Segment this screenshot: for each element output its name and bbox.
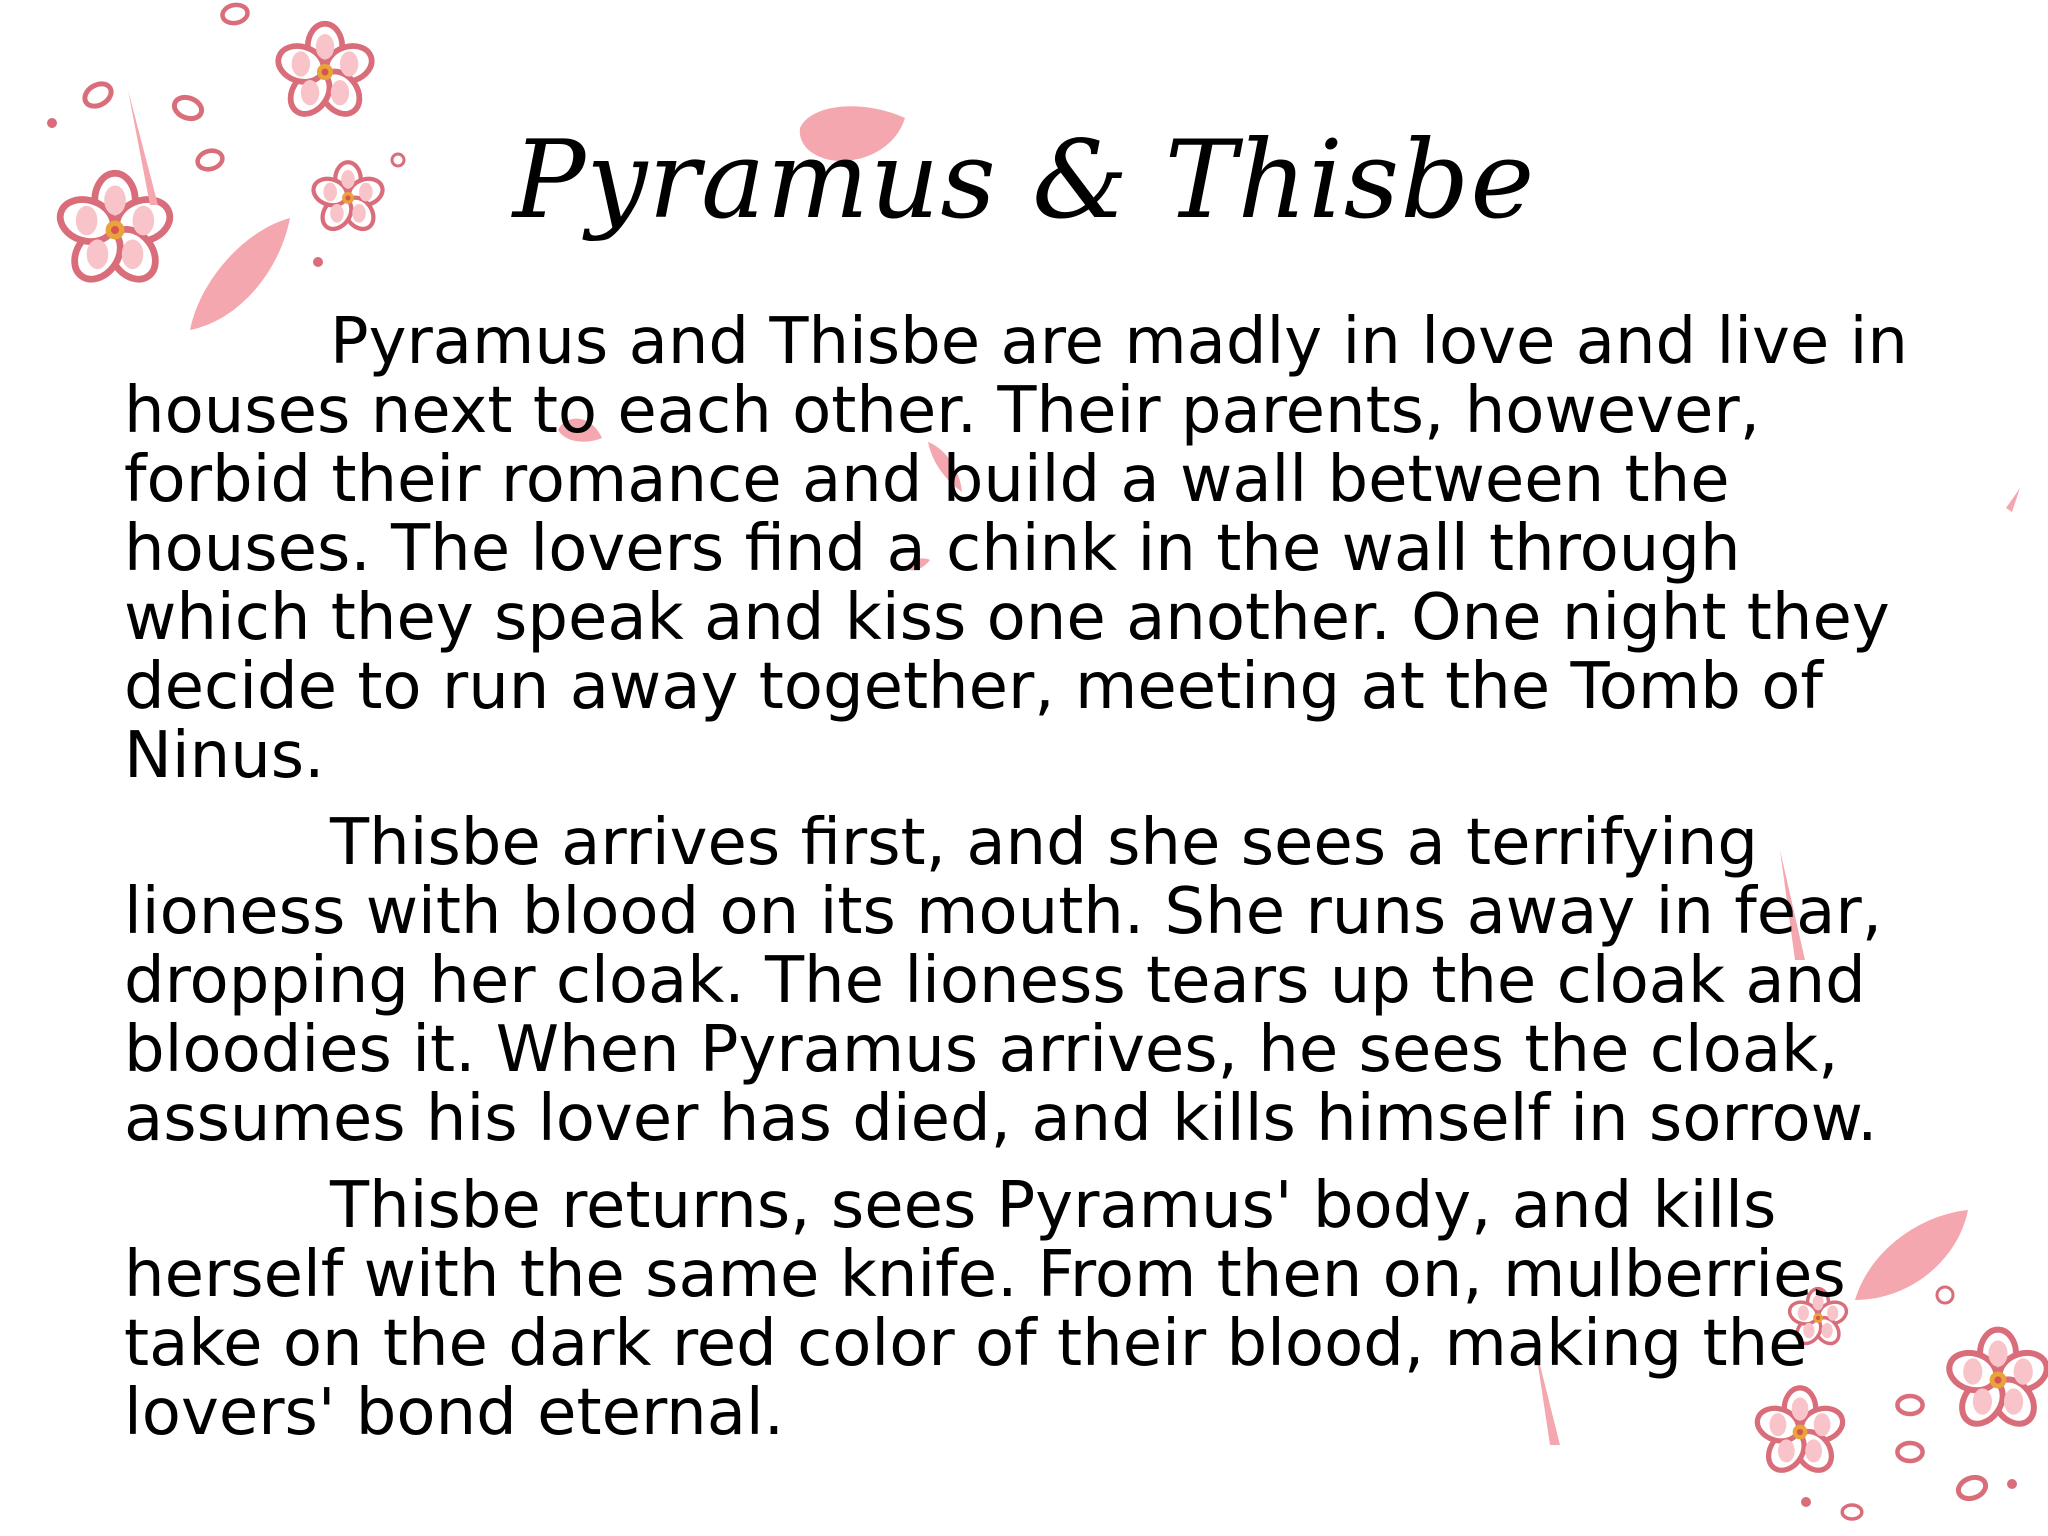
- page-title: Pyramus & Thisbe: [512, 118, 1536, 243]
- paragraph-2: [124, 806, 1954, 1156]
- cherry-blossom-icon: [274, 24, 377, 122]
- story-body: [124, 305, 1954, 1466]
- text-line: bloodies it. When Pyramus arrives, he sees the cloak,: [124, 1013, 1839, 1087]
- text-line: herself with the same knife. From then on, mulberries: [124, 1238, 1846, 1312]
- text-line: houses next to each other. Their parents, however,: [124, 374, 1761, 448]
- text-line: lovers' bond eternal.: [124, 1376, 785, 1450]
- text-line: which they speak and kiss one another. One night they: [124, 581, 1890, 655]
- text-line: houses. The lovers find a chink in the wall through: [124, 512, 1741, 586]
- text-line: dropping her cloak. The lioness tears up the cloak and: [124, 944, 1866, 1018]
- text-line: assumes his lover has died, and kills himself in sorrow.: [124, 1082, 1878, 1156]
- text-line: Ninus.: [124, 719, 325, 793]
- text-line: Thisbe returns, sees Pyramus' body, and kills: [330, 1169, 1777, 1243]
- text-line: forbid their romance and build a wall between the: [124, 443, 1730, 517]
- paragraph-1: [124, 305, 1954, 793]
- text-line: decide to run away together, meeting at the Tomb of: [124, 650, 1823, 724]
- text-line: lioness with blood on its mouth. She runs away in fear,: [124, 875, 1883, 949]
- text-line: Pyramus and Thisbe are madly in love and live in: [330, 305, 1908, 379]
- paragraph-3: [124, 1169, 1954, 1450]
- text-line: take on the dark red color of their blood, making the: [124, 1307, 1808, 1381]
- cherry-blossom-icon: [1944, 1330, 2048, 1432]
- text-line: Thisbe arrives first, and she sees a terrifying: [330, 806, 1759, 880]
